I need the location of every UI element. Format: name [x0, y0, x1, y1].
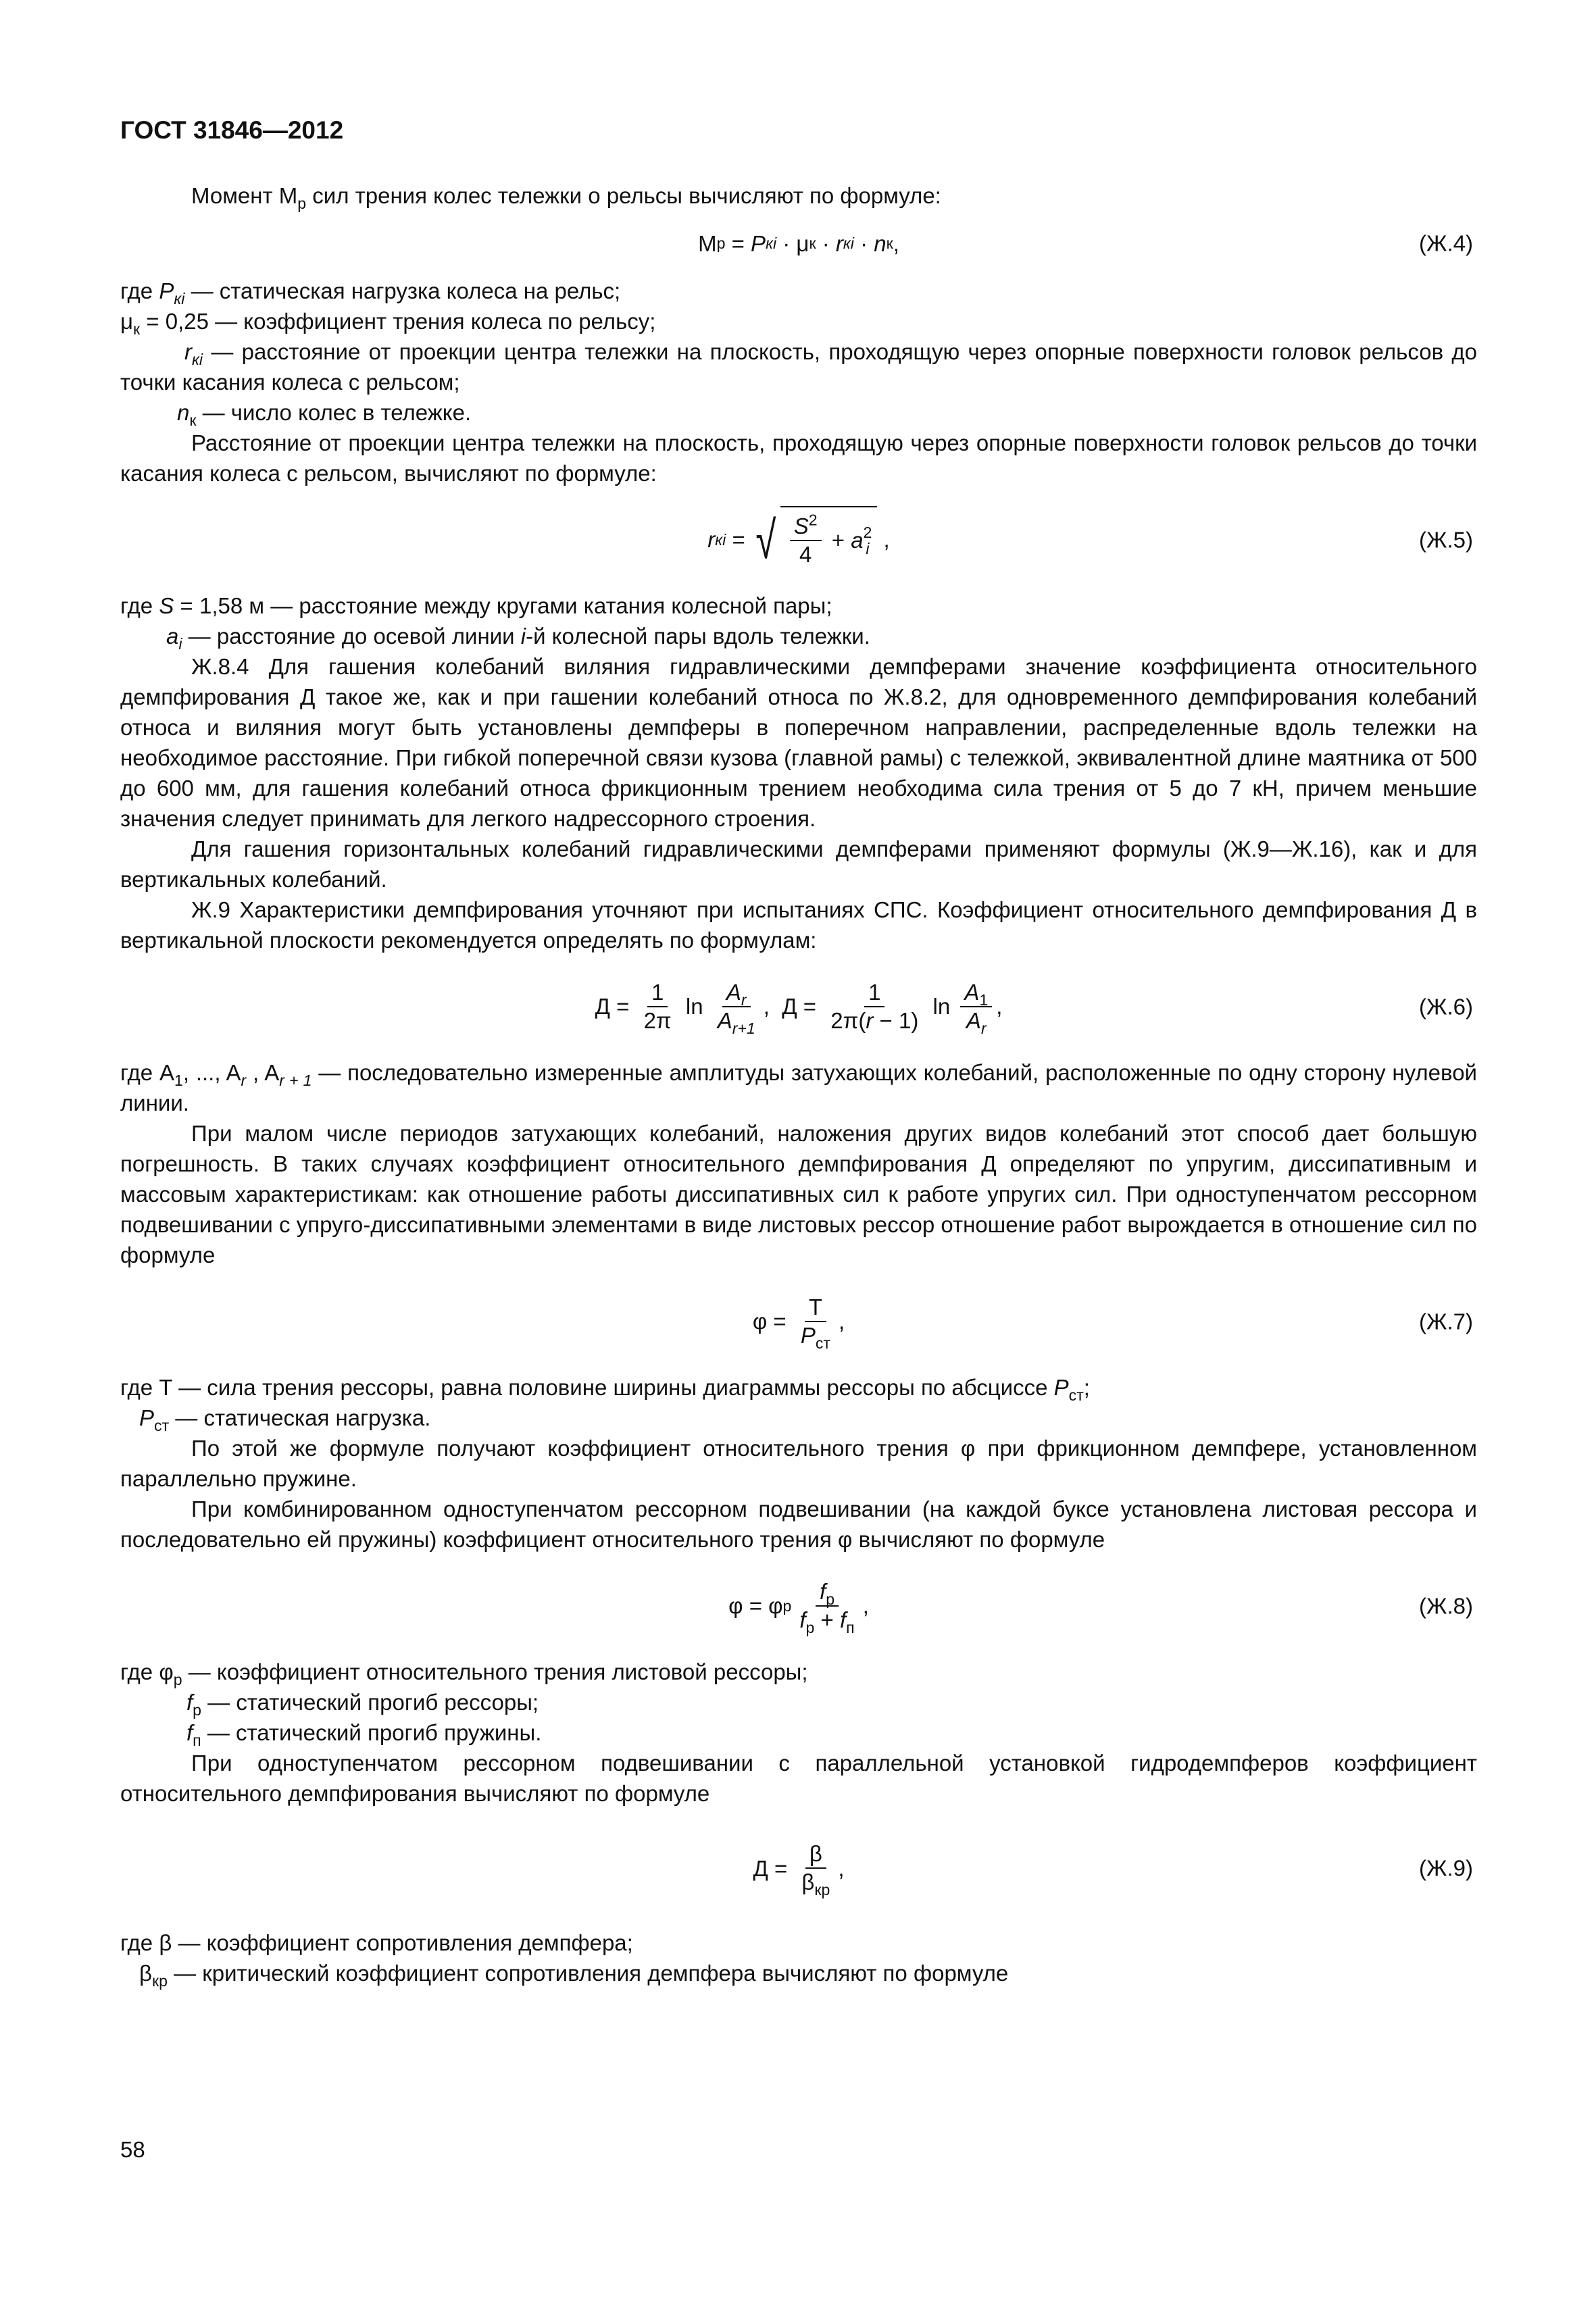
- fraction: [714, 979, 759, 1037]
- text: — число колес в тележке.: [196, 400, 472, 425]
- sym: P: [159, 278, 174, 303]
- sup: 2: [863, 523, 872, 541]
- numerator: [722, 979, 751, 1007]
- document-page: [120, 115, 1477, 1988]
- sym: ,: [877, 527, 890, 552]
- sym: +: [814, 1607, 840, 1632]
- denominator: 4: [799, 541, 812, 567]
- sym: P: [751, 230, 766, 256]
- text: , ..., A: [182, 1060, 241, 1085]
- denominator: [797, 1869, 834, 1899]
- definition: [120, 1403, 1477, 1433]
- sym: Д =: [753, 1855, 794, 1881]
- formula-zh9: [120, 1821, 1477, 1915]
- sym: ,: [838, 1855, 845, 1881]
- sym: P: [139, 1405, 155, 1430]
- text: где β: [120, 1930, 172, 1955]
- document-header: ГОСТ 31846—2012: [120, 116, 344, 144]
- text: где T: [120, 1375, 172, 1400]
- definition: [120, 397, 1477, 428]
- text: — статическая нагрузка.: [169, 1405, 431, 1430]
- formula-zh7: [120, 1282, 1477, 1360]
- page-number: 58: [120, 2137, 145, 2162]
- sym: ·: [816, 230, 836, 256]
- sub: ст: [154, 1417, 170, 1435]
- denominator: [962, 1007, 991, 1037]
- sub: ст: [1068, 1386, 1084, 1405]
- paragraph: Ж.9 Характеристики демпфирования уточняют при испытаниях СПС. Коэффициент относительного демпфирования Д в вертикальной плоскости рекомендуется определять по формулам:: [120, 897, 1477, 953]
- sym: A: [726, 979, 741, 1005]
- formula-body: [595, 979, 1003, 1037]
- text: где: [120, 1659, 159, 1684]
- sub: кр: [151, 1972, 168, 1990]
- sub: к: [189, 411, 197, 430]
- formula-zh6: [120, 967, 1477, 1045]
- fraction: [790, 510, 822, 568]
- formula-number: (Ж.5): [1419, 527, 1473, 552]
- text: — последовательно измеренные амплитуды затухающих колебаний, расположенные по одну сторону нулевой линии.: [120, 1060, 1477, 1115]
- denominator: 2π: [643, 1007, 672, 1033]
- radicand: [780, 506, 878, 574]
- formula-body: [753, 1840, 845, 1899]
- sub: ст: [815, 1334, 830, 1352]
- formula-number: (Ж.7): [1419, 1309, 1473, 1334]
- definition: [120, 1717, 1477, 1748]
- sub: р: [826, 1590, 835, 1608]
- denominator: [795, 1607, 858, 1634]
- numerator: 1: [864, 979, 884, 1007]
- sym: i: [520, 624, 526, 649]
- definition: [120, 590, 1477, 621]
- sym: P: [800, 1322, 816, 1348]
- sub: 1: [979, 990, 989, 1009]
- numerator: [960, 979, 992, 1007]
- sym: n: [874, 230, 887, 256]
- sym: M: [698, 230, 717, 256]
- text: — коэффициент сопротивления демпфера;: [172, 1930, 633, 1955]
- sub: r: [241, 1072, 247, 1090]
- text: — статический прогиб пружины.: [201, 1720, 542, 1745]
- paragraph: Расстояние от проекции центра тележки на плоскость, проходящую через опорные поверхности головок рельсов до точки касания колеса с рельсом, вычисляют по формуле:: [120, 430, 1477, 486]
- text: = 1,58 м — расстояние между кругами катания колесной пары;: [174, 593, 832, 618]
- sub: r: [741, 990, 747, 1009]
- text: -й колесной пары вдоль тележки.: [526, 624, 870, 649]
- text: = 0,25 — коэффициент трения колеса по рельсу;: [140, 309, 656, 334]
- sym: S: [793, 513, 809, 538]
- sym: r: [835, 230, 843, 256]
- sym: f: [840, 1607, 847, 1632]
- sym: β: [801, 1869, 815, 1894]
- definition: [120, 1657, 1477, 1687]
- text: Момент M: [191, 183, 298, 208]
- formula-number: (Ж.6): [1419, 994, 1473, 1019]
- sub: к: [133, 320, 141, 338]
- definition: [120, 1372, 1477, 1403]
- sub: кi: [192, 351, 203, 369]
- sym: f: [186, 1720, 193, 1745]
- formula-number: (Ж.4): [1419, 230, 1473, 256]
- sub: 1: [174, 1072, 183, 1090]
- sub: r + 1: [279, 1072, 312, 1090]
- numerator: [816, 1578, 839, 1607]
- sym: ln: [926, 994, 957, 1019]
- sub: п: [846, 1618, 855, 1636]
- text: — статическая нагрузка колеса на рельс;: [184, 278, 621, 303]
- formula-body: [752, 1294, 845, 1352]
- sym: φ = φ: [728, 1593, 783, 1618]
- sym: r: [707, 527, 716, 552]
- sym: f: [799, 1607, 806, 1632]
- definition: [120, 276, 1477, 306]
- sub: i: [178, 635, 182, 653]
- sub: р: [805, 1618, 815, 1636]
- definition: [120, 1057, 1477, 1118]
- sym: ,: [838, 1309, 845, 1334]
- definition: [120, 336, 1477, 397]
- text: — сила трения рессоры, равна половине ширины диаграммы рессоры по абсциссе: [172, 1375, 1054, 1400]
- denominator: [714, 1007, 759, 1037]
- denominator: [797, 1322, 834, 1352]
- text: — расстояние от проекции центра тележки на плоскость, проходящую через опорные поверхности головок рельсов до точки касания колеса с рельсом;: [120, 339, 1477, 395]
- fraction: [797, 1840, 834, 1899]
- paragraph: Для гашения горизонтальных колебаний гидравлическими демпферами применяют формулы (Ж.9—Ж.16), как и для вертикальных колебаний.: [120, 836, 1477, 892]
- sub: r: [980, 1019, 987, 1037]
- fraction: [795, 1578, 858, 1634]
- sym: r: [866, 1007, 874, 1033]
- sup: 2: [808, 510, 818, 528]
- text: — коэффициент относительного трения листовой рессоры;: [182, 1659, 808, 1684]
- sym: φ: [159, 1659, 174, 1684]
- sym: φ =: [752, 1309, 793, 1334]
- sym: ,: [996, 994, 1003, 1019]
- sym: A: [964, 979, 980, 1005]
- definition: [120, 1687, 1477, 1717]
- sym: =: [725, 230, 751, 256]
- sym: ,: [862, 1593, 869, 1618]
- formula-body: M р = P кi · μ к · r кi · n к ,: [698, 228, 899, 259]
- definition: [120, 621, 1477, 651]
- numerator: T: [805, 1294, 826, 1322]
- paragraph: При комбинированном одноступенчатом рессорном подвешивании (на каждой буксе установлена листовая рессора и последовательно ей пружины) коэффициент относительного трения φ вычисляют по формуле: [120, 1496, 1477, 1552]
- sub: кр: [814, 1881, 830, 1899]
- sym: ·: [853, 230, 874, 256]
- sqrt: [751, 506, 877, 574]
- sym: f: [820, 1578, 826, 1604]
- fraction: [797, 1294, 834, 1352]
- sym: +: [825, 528, 851, 553]
- subscript: р: [297, 195, 307, 213]
- sym: · μ: [776, 230, 809, 256]
- formula-zh8: [120, 1567, 1477, 1644]
- text: где A: [120, 1060, 174, 1085]
- sub: i: [866, 539, 870, 557]
- sub: р: [193, 1701, 202, 1719]
- formula-number: (Ж.8): [1419, 1593, 1473, 1618]
- text: , A: [246, 1060, 280, 1085]
- sym: ,: [893, 230, 899, 256]
- sub: р: [173, 1671, 182, 1689]
- text: — статический прогиб рессоры;: [201, 1690, 539, 1715]
- numerator: β: [805, 1840, 826, 1869]
- definition: [120, 306, 1477, 336]
- sym: a: [166, 624, 179, 649]
- numerator: [790, 510, 822, 541]
- sym: a: [851, 528, 864, 553]
- text: ;: [1083, 1375, 1090, 1400]
- fraction: [826, 979, 922, 1034]
- sub: п: [193, 1732, 201, 1750]
- paragraph: При одноступенчатом рессорном подвешивании с параллельной установкой гидродемпферов коэффициент относительного демпфирования вычисляют по формуле: [120, 1751, 1477, 1806]
- sym: f: [186, 1690, 193, 1715]
- sym: A: [966, 1007, 981, 1033]
- sym: S: [159, 593, 174, 618]
- sym: A: [717, 1007, 732, 1033]
- sym: − 1): [873, 1007, 919, 1033]
- sub: r+1: [732, 1019, 755, 1037]
- fraction: [640, 979, 676, 1034]
- text: — критический коэффициент сопротивления демпфера вычисляют по формуле: [167, 1961, 1009, 1986]
- sym: ln: [679, 994, 709, 1019]
- text: где: [120, 278, 159, 303]
- paragraph-moment: [120, 180, 1477, 211]
- paragraph: По этой же формуле получают коэффициент относительного трения φ при фрикционном демпфере, установленном параллельно пружине.: [120, 1436, 1477, 1491]
- text: где: [120, 593, 159, 618]
- formula-number: (Ж.9): [1419, 1855, 1473, 1881]
- sym: =: [726, 527, 751, 552]
- formula-zh5: [120, 501, 1477, 578]
- sym: 2π(: [830, 1007, 866, 1033]
- formula-zh4: [120, 223, 1477, 263]
- sym: r: [184, 339, 192, 364]
- fraction: [960, 979, 992, 1037]
- sym: , Д =: [763, 994, 823, 1019]
- radical-sign: √: [755, 509, 776, 570]
- sym: β: [139, 1961, 152, 1986]
- formula-body: φ = φ р $\frac{f_р}{f_р + f_п}$ ,: [728, 1578, 869, 1636]
- paragraph: Ж.8.4 Для гашения колебаний виляния гидравлическими демпферами значение коэффициента относительного демпфирования Д такое же, как и при гашении колебаний относа по Ж.8.2, для одновременного демпфирования колебаний относа и виляния могут быть установлены демпферы в поперечном направлении, распределенные вдоль тележки на необходимое расстояние. При гибкой поперечной связи кузова (главной рамы) с тележкой, эквивалентной длине маятника от 500 до 600 мм, для гашения колебаний относа фрикционным трением необходима сила трения от 5 до 7 кН, причем меньшие значения следует принимать для легкого надрессорного строения.: [120, 654, 1477, 831]
- definition: [120, 1958, 1477, 1988]
- sym: μ: [120, 309, 134, 334]
- text: сил трения колес тележки о рельсы вычисляют по формуле:: [306, 183, 941, 208]
- sym: n: [177, 400, 190, 425]
- sym: Д =: [595, 994, 636, 1019]
- definition: [120, 1928, 1477, 1958]
- denominator: [826, 1007, 922, 1034]
- paragraph: При малом числе периодов затухающих колебаний, наложения других видов колебаний этот способ дает большую погрешность. В таких случаях коэффициент относительного демпфирования Д определяют по упругим, диссипативным и массовым характеристикам: как отношение работы диссипативных сил к работе упругих сил. При одноступенчатом рессорном подвешивании с упруго-диссипативными элементами в виде листовых рессор отношение работ вырождается в отношение сил по формуле: [120, 1121, 1477, 1267]
- sub: кi: [174, 290, 185, 308]
- formula-body: r кi = √ $\frac{S^2}{4}$ + a 2 i ,: [707, 506, 889, 574]
- numerator: 1: [647, 979, 668, 1007]
- text: — расстояние до осевой линии: [182, 624, 521, 649]
- sym: P: [1053, 1375, 1069, 1400]
